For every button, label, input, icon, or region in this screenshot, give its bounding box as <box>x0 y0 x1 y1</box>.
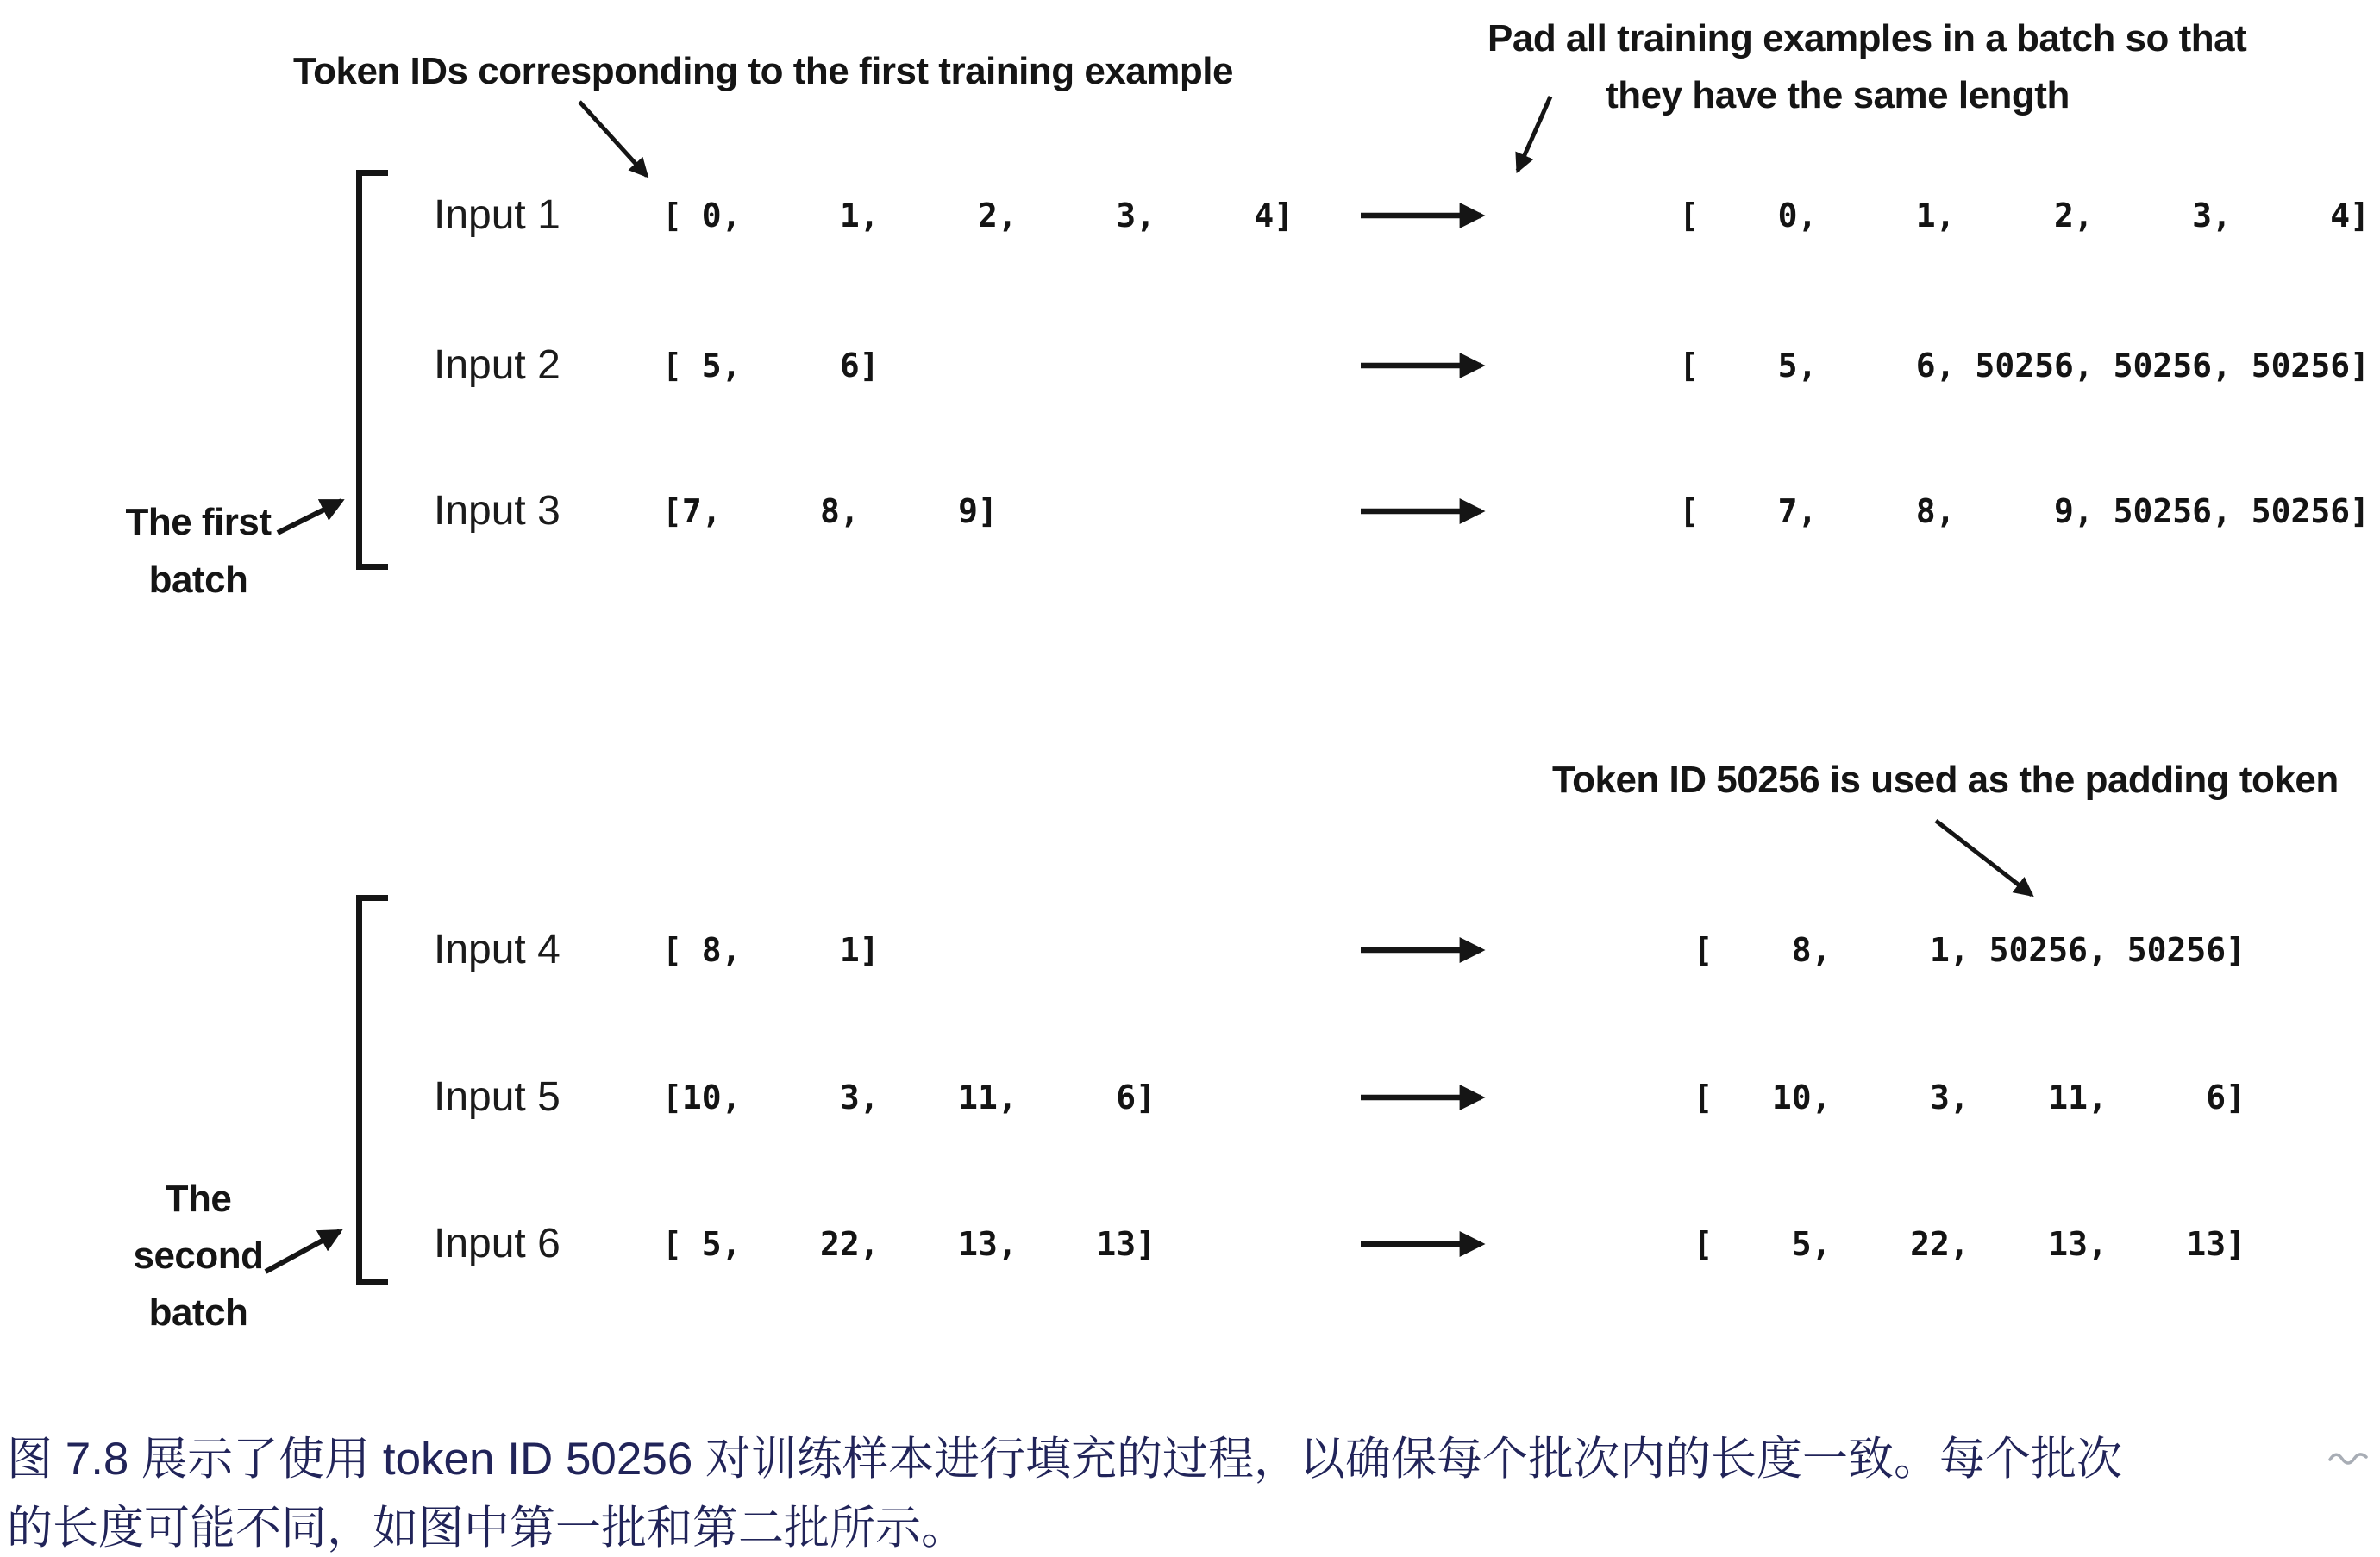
second-batch-label <box>103 1171 293 1341</box>
second-batch-label-line1: The <box>165 1178 232 1220</box>
first-batch-label <box>103 493 293 609</box>
input4-token-ids: [ 8, 1] <box>662 931 880 969</box>
callout-arrow-token-ids-icon <box>579 102 647 176</box>
input1-padded-token-ids: [ 0, 1, 2, 3, 4] <box>1679 197 2370 234</box>
input3-token-ids: [7, 8, 9] <box>662 492 998 530</box>
input6-token-ids: [ 5, 22, 13, 13] <box>662 1225 1156 1263</box>
annotation-padding-token: Token ID 50256 is used as the padding token <box>1552 759 2339 801</box>
input3-padded-token-ids: [ 7, 8, 9, 50256, 50256] <box>1679 492 2370 530</box>
callout-arrow-padding-token-icon <box>1936 821 2032 895</box>
input2-token-ids: [ 5, 6] <box>662 347 880 385</box>
second-batch-label-line2: second <box>133 1235 264 1277</box>
input5-token-ids: [10, 3, 11, 6] <box>662 1079 1156 1116</box>
batch1-bracket-icon <box>356 170 388 570</box>
input1-token-ids: [ 0, 1, 2, 3, 4] <box>662 197 1294 234</box>
caption-end-mark-icon <box>2327 1447 2370 1469</box>
input5-label: Input 5 <box>434 1074 561 1120</box>
input2-label: Input 2 <box>434 342 561 388</box>
input4-padded-token-ids: [ 8, 1, 50256, 50256] <box>1693 931 2245 969</box>
first-batch-label-line2: batch <box>148 559 248 601</box>
figure-caption-line2: 的长度可能不同，如图中第一批和第二批所示。 <box>7 1503 967 1554</box>
annotation-pad-note-line2: they have the same length <box>1606 74 2070 116</box>
annotation-token-ids: Token IDs corresponding to the first training example <box>293 50 1233 92</box>
input1-label: Input 1 <box>434 192 561 238</box>
input6-label: Input 6 <box>434 1221 561 1266</box>
input3-label: Input 3 <box>434 488 561 534</box>
input4-label: Input 4 <box>434 927 561 972</box>
batch2-bracket-icon <box>356 895 388 1285</box>
input5-padded-token-ids: [ 10, 3, 11, 6] <box>1693 1079 2245 1116</box>
second-batch-label-line3: batch <box>148 1291 248 1334</box>
input6-padded-token-ids: [ 5, 22, 13, 13] <box>1693 1225 2245 1263</box>
first-batch-label-line1: The first <box>125 501 272 543</box>
annotation-pad-note-line1: Pad all training examples in a batch so that <box>1488 17 2247 59</box>
input2-padded-token-ids: [ 5, 6, 50256, 50256, 50256] <box>1679 347 2370 385</box>
annotation-pad-note <box>1488 10 2247 124</box>
figure-caption-line1: 图 7.8 展示了使用 token ID 50256 对训练样本进行填充的过程，以确保每个批次内的长度一致。每个批次 <box>7 1434 2123 1485</box>
